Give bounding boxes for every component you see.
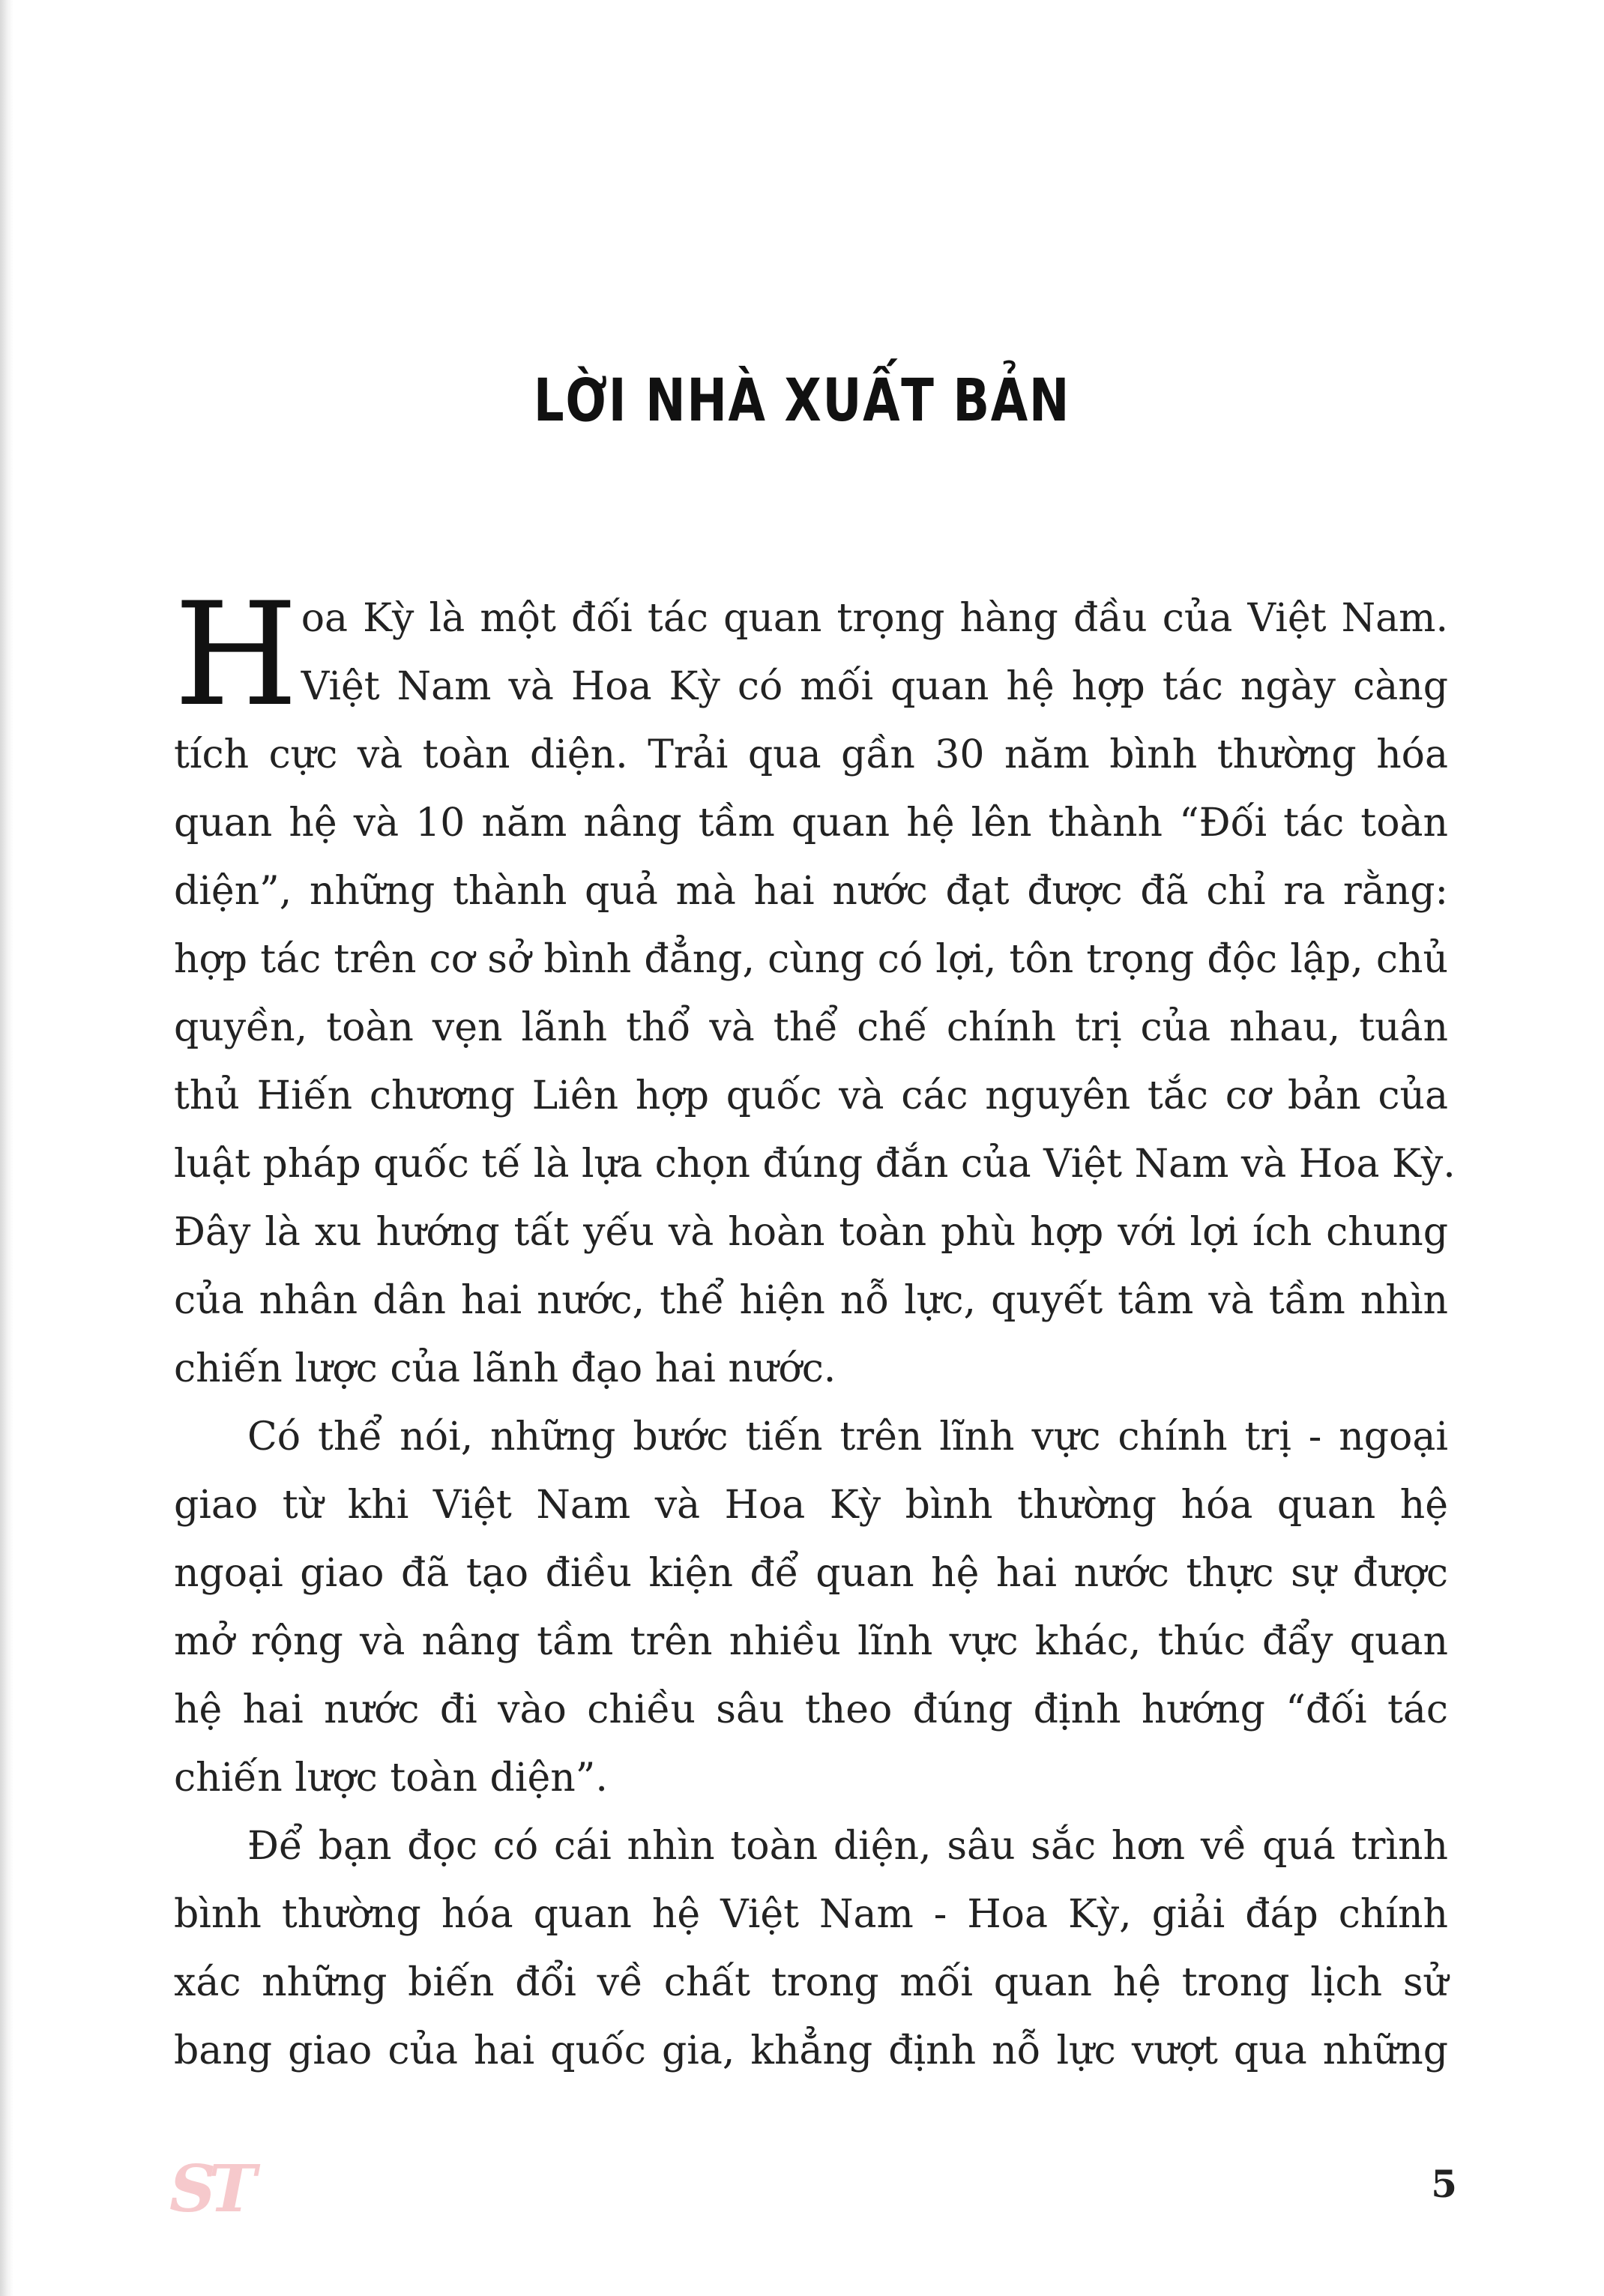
- text-line: chiến lược của lãnh đạo hai nước.: [174, 1346, 836, 1391]
- text-line: thủ Hiến chương Liên hợp quốc và các nguyên tắc cơ bản của: [174, 1073, 1448, 1118]
- text-line: luật pháp quốc tế là lựa chọn đúng đắn của Việt Nam và Hoa Kỳ.: [174, 1142, 1456, 1187]
- text-line: bang giao của hai quốc gia, khẳng định nỗ lực vượt qua những: [174, 2028, 1448, 2073]
- text-line: Có thể nói, những bước tiến trên lĩnh vực chính trị - ngoại: [247, 1414, 1448, 1459]
- text-line: của nhân dân hai nước, thể hiện nỗ lực, quyết tâm và tầm nhìn: [174, 1278, 1448, 1323]
- text-line: bình thường hóa quan hệ Việt Nam - Hoa Kỳ, giải đáp chính: [174, 1892, 1448, 1937]
- text-line: mở rộng và nâng tầm trên nhiều lĩnh vực khác, thúc đẩy quan: [174, 1619, 1448, 1664]
- text-line: hệ hai nước đi vào chiều sâu theo đúng định hướng “đối tác: [174, 1687, 1448, 1732]
- text-line: Việt Nam và Hoa Kỳ có mối quan hệ hợp tác ngày càng: [301, 664, 1448, 709]
- page-edge-shadow: [0, 0, 13, 2296]
- text-line: quyền, toàn vẹn lãnh thổ và thể chế chính trị của nhau, tuân: [174, 1005, 1448, 1050]
- text-line: diện”, những thành quả mà hai nước đạt được đã chỉ ra rằng:: [174, 869, 1448, 914]
- text-line: xác những biến đổi về chất trong mối quan hệ trong lịch sử: [174, 1960, 1448, 2005]
- text-line: chiến lược toàn diện”.: [174, 1756, 608, 1801]
- text-line: Để bạn đọc có cái nhìn toàn diện, sâu sắc hơn về quá trình: [247, 1824, 1448, 1869]
- paragraph-1: [174, 572, 1456, 1403]
- publisher-logo: ST: [169, 2151, 250, 2227]
- text-line: tích cực và toàn diện. Trải qua gần 30 năm bình thường hóa: [174, 732, 1448, 777]
- text-line: oa Kỳ là một đối tác quan trọng hàng đầu của Việt Nam.: [301, 596, 1448, 641]
- text-line: quan hệ và 10 năm nâng tầm quan hệ lên thành “Đối tác toàn: [174, 801, 1448, 846]
- text-line: ngoại giao đã tạo điều kiện để quan hệ hai nước thực sự được: [174, 1551, 1448, 1596]
- text-line: giao từ khi Việt Nam và Hoa Kỳ bình thường hóa quan hệ: [174, 1483, 1448, 1528]
- text-line: Đây là xu hướng tất yếu và hoàn toàn phù hợp với lợi ích chung: [174, 1210, 1448, 1255]
- body-text: [174, 572, 1456, 2085]
- page-number: 5: [1431, 2162, 1457, 2206]
- text-line: hợp tác trên cơ sở bình đẳng, cùng có lợi, tôn trọng độc lập, chủ: [174, 937, 1448, 982]
- paragraph-3: [174, 1813, 1448, 2085]
- drop-cap: H: [174, 572, 298, 738]
- page-title: LỜI NHÀ XUẤT BẢN: [533, 367, 1071, 435]
- paragraph-2: [174, 1403, 1448, 1813]
